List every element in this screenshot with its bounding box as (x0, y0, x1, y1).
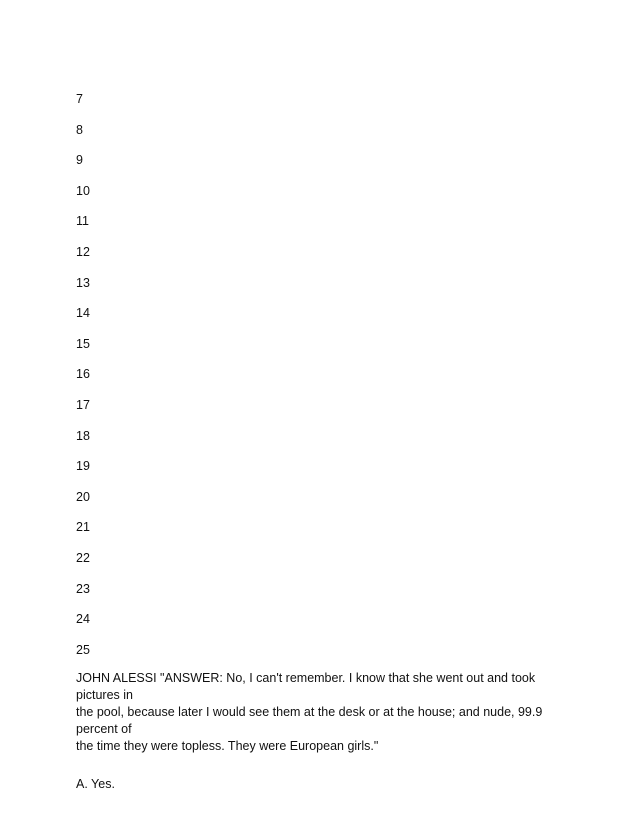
line-number-23: 23 (76, 581, 90, 596)
line-number-17: 17 (76, 397, 90, 412)
line-number-column (76, 90, 90, 671)
line-number-8: 8 (76, 122, 83, 137)
line-number-9: 9 (76, 153, 83, 168)
testimony-text (76, 670, 576, 793)
line-number-13: 13 (76, 275, 90, 290)
line-number-12: 12 (76, 244, 90, 259)
line-number-10: 10 (76, 183, 90, 198)
quoted-answer-paragraph: JOHN ALESSI "ANSWER: No, I can't remember. I know that she went out and took pictures in the pool, because later I would see them at the desk or at the house; and nude, 99.9 percent of the time they were topless. They were European girls." (76, 671, 543, 753)
line-number-24: 24 (76, 612, 90, 627)
line-number-14: 14 (76, 306, 90, 321)
line-number-19: 19 (76, 459, 90, 474)
line-number-25: 25 (76, 642, 90, 657)
line-number-22: 22 (76, 550, 90, 565)
line-number-18: 18 (76, 428, 90, 443)
answer-paragraph: A. Yes. (76, 777, 115, 791)
line-number-16: 16 (76, 367, 90, 382)
line-number-11: 11 (76, 214, 89, 229)
line-number-7: 7 (76, 92, 83, 106)
line-number-21: 21 (76, 520, 90, 535)
line-number-20: 20 (76, 489, 90, 504)
line-number-15: 15 (76, 336, 90, 351)
